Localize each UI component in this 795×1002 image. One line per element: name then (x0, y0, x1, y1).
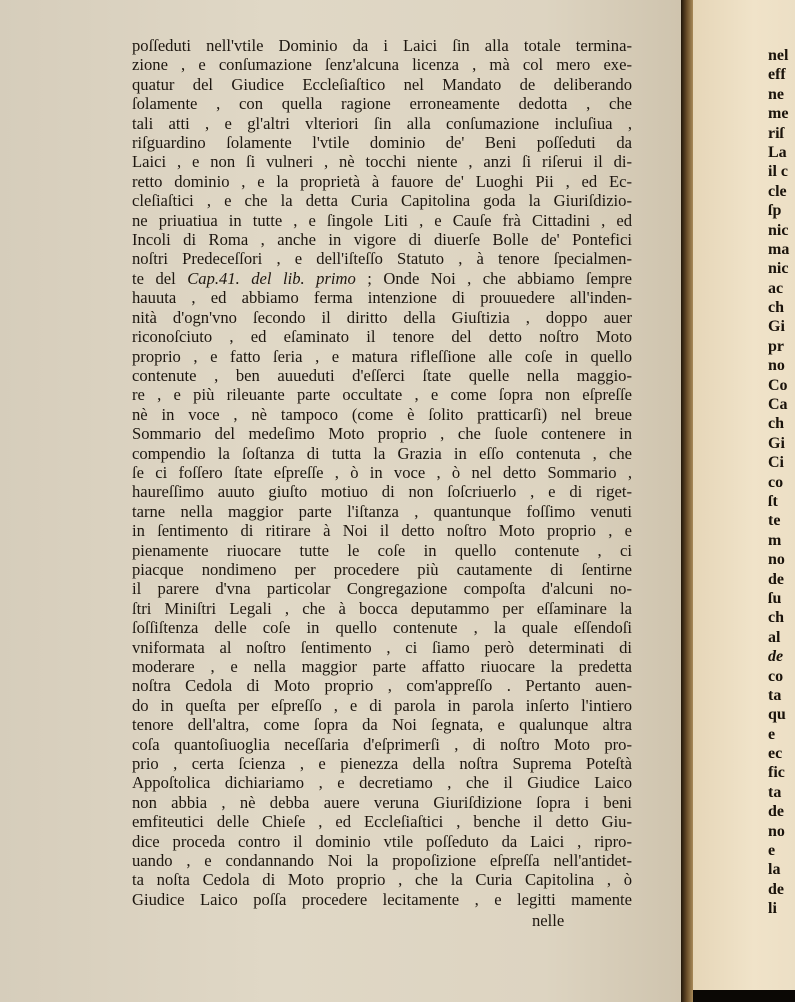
page-gutter (681, 0, 693, 1002)
facing-page-fragment: al (768, 628, 781, 646)
text-line (132, 230, 632, 249)
line-text: re , e più rileuante parte occultate , e come ſopra non eſpreſſe (132, 385, 632, 405)
facing-page-fragment: ta (768, 783, 782, 801)
text-line (132, 133, 632, 152)
line-text: ſtri Miniſtri Legali , che à bocca deputammo per eſſaminare la (132, 598, 632, 618)
body-text (132, 36, 632, 931)
text-line (132, 94, 632, 113)
line-text: te del (132, 268, 176, 288)
line-text: hauuta , ed abbiamo ferma intenzione di prouuedere all'inden- (132, 288, 632, 308)
facing-page-fragment: ſt (768, 492, 778, 510)
text-line (132, 735, 632, 754)
text-line (132, 385, 632, 404)
facing-page-fragment: de (768, 570, 784, 588)
line-text: ; Onde Noi , che abbiamo ſempre (367, 268, 632, 288)
facing-page-fragment: la (768, 861, 781, 879)
facing-page-fragment: ma (768, 240, 790, 258)
facing-page-fragment: Gi (768, 318, 785, 336)
line-text: noſtra Cedola di Moto proprio , com'appreſſo . Pertanto auen- (132, 676, 632, 696)
facing-page-fragment: qu (768, 706, 786, 724)
facing-page-fragment: de (768, 648, 784, 666)
facing-page-fragment: m (768, 531, 782, 549)
text-line (132, 696, 632, 715)
facing-page-fragment: La (768, 143, 787, 161)
line-text: proprio , e fatto ſeria , e matura rifleſſione alle coſe in quello (132, 346, 632, 366)
facing-page-fragment: te (768, 512, 781, 530)
text-line (132, 152, 632, 171)
text-line (132, 424, 632, 443)
facing-page-fragment: co (768, 473, 784, 491)
facing-page-fragment: nel (768, 47, 789, 64)
facing-page-fragment: pr (768, 337, 784, 355)
facing-page-fragment: nic (768, 221, 789, 239)
line-text: do in queſta per eſpreſſo , e di parola in parola inſerto l'intiero (132, 695, 632, 715)
text-line (132, 288, 632, 307)
text-line (132, 211, 632, 230)
text-line (132, 832, 632, 851)
line-text: dice proceda contro il dominio vtile poſſeduto da Laici , ripro- (132, 831, 632, 851)
line-text: moderare , e nella maggior parte affatto riuocare la predetta (132, 657, 632, 676)
text-line (132, 715, 632, 734)
text-line (132, 793, 632, 812)
line-text: non abbia , nè debba auere veruna Giuriſdizione ſopra i beni (132, 792, 632, 812)
line-text: Laici , e non ſi vulneri , nè tocchi niente , anzi ſi riſerui il di- (132, 152, 632, 172)
facing-page-fragment: me (768, 105, 789, 123)
line-text: ſe ci foſſero ſtate eſpreſſe , ò in voce , ò nel detto Sommario , (132, 462, 632, 482)
text-line (132, 579, 632, 598)
facing-page-fragment: Ca (768, 396, 788, 414)
line-text: ſoſſiſtenza delle coſe in quello contenute , la quale eſſendoſi (132, 618, 632, 638)
facing-page-fragment: ch (768, 299, 784, 317)
catchword: nelle (532, 911, 565, 931)
line-text: tenore dell'altra, come ſopra da Noi ſegnata, e qualunque altra (132, 715, 632, 735)
text-line (132, 676, 632, 695)
text-line (132, 308, 632, 327)
facing-page-fragment: ec (768, 745, 783, 763)
line-text: nè in voce , nè tampoco (come è ſolito pratticarſi) nel breue (132, 404, 632, 424)
line-text: uando , e condannando Noi la propoſizione eſpreſſa nell'antidet- (132, 851, 632, 871)
line-text: prio , certa ſcienza , e pienezza della noſtra Suprema Poteſtà (132, 754, 632, 774)
text-line (132, 444, 632, 463)
facing-page-fragment: ch (768, 415, 784, 433)
facing-page-fragment: eff (768, 66, 786, 84)
text-line (132, 55, 632, 74)
facing-page-fragment: ne (768, 85, 784, 103)
line-text: vniformata al noſtro ſentimento , ci ſiamo però determinati di (132, 637, 632, 657)
text-line (132, 269, 632, 288)
line-text: tarne nella maggior parte l'iſtanza , quantunque foſſimo venuti (132, 501, 632, 521)
text-line (132, 618, 632, 637)
facing-page-fragment: no (768, 357, 785, 375)
facing-page-fragment: cle (768, 182, 787, 200)
line-text: Sommario del medeſimo Moto proprio , che ſuole contenere in (132, 424, 632, 444)
text-line (132, 405, 632, 424)
line-text: pienamente riuocare tutte le coſe in quello contenute , ci (132, 540, 632, 560)
facing-page-fragment: Gi (768, 434, 785, 452)
text-line (132, 36, 632, 55)
text-line (132, 502, 632, 521)
facing-page-fragment: il c (768, 163, 788, 181)
line-text: noſtri Predeceſſori , e dell'iſteſſo Statuto , à tenore ſpecialmen- (132, 249, 632, 269)
text-line (132, 463, 632, 482)
text-line (132, 191, 632, 210)
text-line (132, 599, 632, 618)
facing-page-fragment: ac (768, 279, 784, 297)
line-text: poſſeduti nell'vtile Dominio da i Laici ſin alla totale termina- (132, 36, 632, 55)
line-text: Incoli di Roma , anche in vigore di diuerſe Bolle de' Pontefici (132, 230, 632, 250)
line-text: coſa quantoſiuoglia neceſſaria d'eſprimerſi , di noſtro Moto pro- (132, 734, 632, 754)
text-line (132, 541, 632, 560)
line-text: riſguardino ſolamente l'vtile dominio de' Beni poſſeduti da (132, 133, 632, 153)
text-line (132, 249, 632, 268)
facing-page-fragment: no (768, 822, 785, 840)
line-text: nità d'ogn'vno ſecondo il diritto della Giuſtizia , doppo auer (132, 307, 632, 327)
facing-page-fragment: co (768, 667, 784, 685)
text-line (132, 327, 632, 346)
line-text: riconoſciuto , ed eſaminato il tenore del detto noſtro Moto (132, 327, 632, 347)
line-text: ſolamente , con quella ragione erroneamente dedotta , che (132, 94, 632, 114)
line-text: cleſiaſtici , e che la detta Curia Capitolina goda la Giuriſdizio- (132, 191, 632, 211)
text-line (132, 870, 632, 889)
facing-page-fragment: ſp (768, 202, 782, 220)
facing-page-fragment: de (768, 880, 784, 898)
line-text: ta noſta Cedola di Moto proprio , che la Curia Capitolina , ò (132, 870, 632, 890)
line-text: haureſſimo auuto giuſto motiuo di non ſoſcriuerlo , e di riget- (132, 482, 632, 502)
line-text: quatur del Giudice Eccleſiaſtico nel Mandato de deliberando (132, 74, 632, 94)
text-line (132, 114, 632, 133)
line-text: compendio la ſoſtanza di tutta la Grazia in eſſo contenuta , che (132, 443, 632, 463)
text-line (132, 347, 632, 366)
facing-page-fragment: Co (768, 376, 788, 394)
facing-page-fragment: nic (768, 260, 789, 278)
facing-page-fragment: ſu (768, 589, 782, 607)
text-line (132, 851, 632, 870)
line-text: contenute , ben auueduti d'eſſerci ſtate quelle nella maggio- (132, 365, 632, 385)
text-line (132, 638, 632, 657)
facing-page-fragment: e (768, 725, 776, 743)
text-line (132, 172, 632, 191)
facing-page-fragment: ta (768, 686, 782, 704)
line-text: zione , e conſumazione ſenz'alcuna licenza , mà col mero exe- (132, 55, 632, 75)
line-text: emfiteutici delle Chieſe , ed Eccleſiaſtici , benche il detto Giu- (132, 812, 632, 832)
line-text: il parere d'vna particolar Congregazione compoſta d'alcuni no- (132, 579, 632, 599)
facing-page-fragment: e (768, 842, 776, 860)
facing-page-fragment: de (768, 803, 784, 821)
facing-page-fragment: riſ (768, 124, 784, 142)
text-line (132, 560, 632, 579)
facing-page-fragment: ch (768, 609, 784, 627)
text-line (132, 482, 632, 501)
line-text: piacque nondimeno per procedere più cautamente di ſentirne (132, 559, 632, 579)
text-line (132, 812, 632, 831)
facing-page-fragment: fic (768, 764, 785, 782)
text-line (132, 521, 632, 540)
text-line (132, 75, 632, 94)
text-line (132, 657, 632, 676)
line-text: tali atti , e gl'altri vlteriori ſin alla conſumazione incluſiua , (132, 113, 632, 133)
line-text: Giudice Laico poſſa procedere lecitamente , e legitti mamente (132, 889, 632, 909)
text-line (132, 754, 632, 773)
line-text: in ſentimento di ritirare à Noi il detto noſtro Moto proprio , e (132, 521, 632, 541)
line-text: Appoſtolica dichiariamo , e decretiamo , che il Giudice Laico (132, 773, 632, 793)
facing-page-fragment: no (768, 551, 785, 569)
right-page (693, 0, 795, 990)
text-line (132, 890, 632, 909)
right-page-text-fragments (768, 46, 789, 919)
line-text: retto dominio , e la proprietà à fauore de' Luoghi Pii , ed Ec- (132, 171, 632, 191)
facing-page-fragment: li (768, 900, 777, 918)
text-line (132, 773, 632, 792)
line-text: ne priuatiua in tutte , e ſingole Liti , e Cauſe frà Cittadini , ed (132, 210, 632, 230)
text-line (132, 366, 632, 385)
facing-page-fragment: Ci (768, 454, 784, 472)
text-line-content (132, 269, 632, 288)
italic-citation: Cap.41. del lib. primo (187, 268, 356, 288)
